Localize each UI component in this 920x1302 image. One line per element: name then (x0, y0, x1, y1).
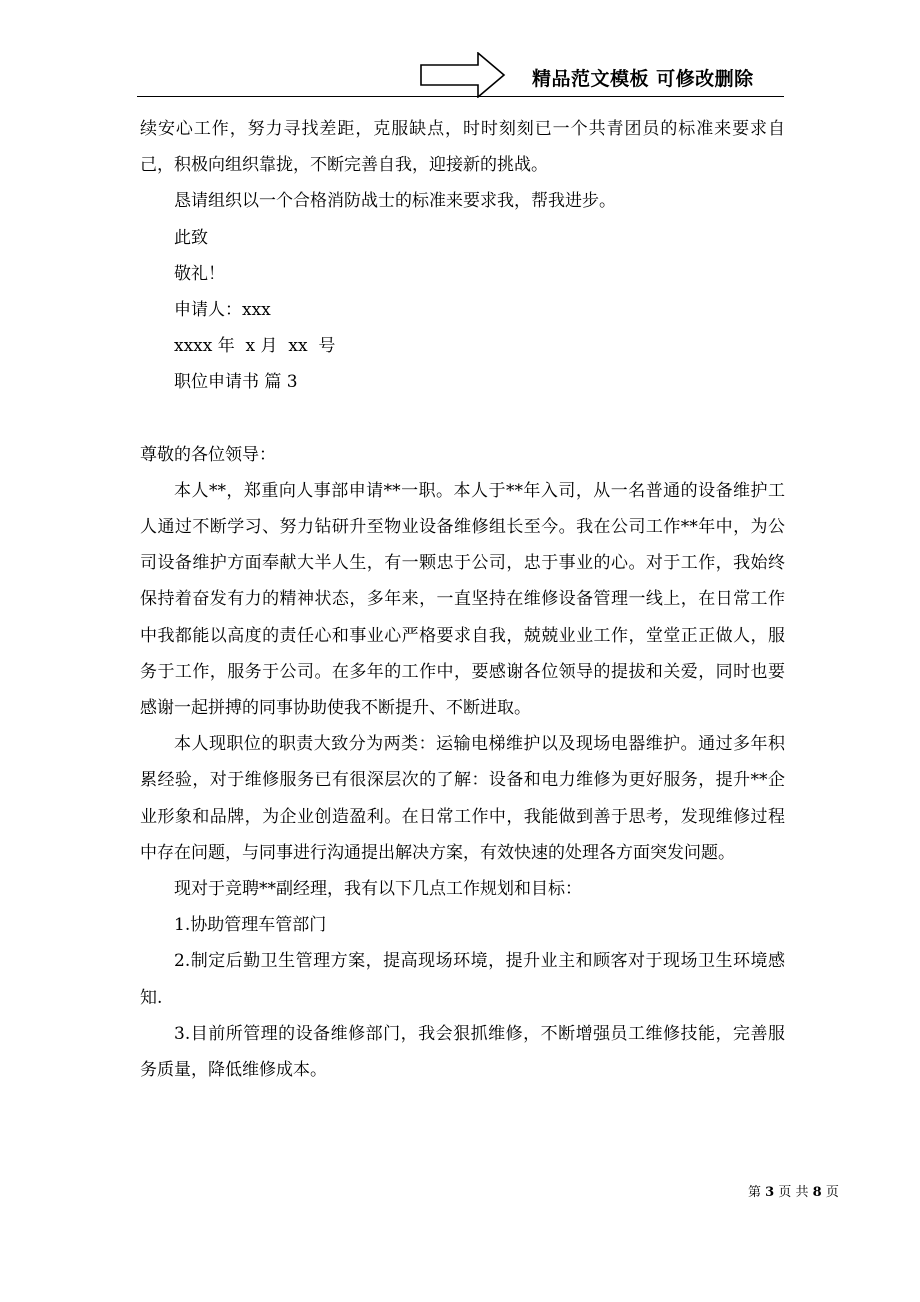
page-number-prefix: 第 (748, 1185, 762, 1200)
page-number (748, 1181, 839, 1200)
document-body (140, 111, 785, 1088)
list-item: 1.协助管理车管部门 (174, 915, 327, 936)
section-title: 职位申请书 篇 3 (174, 372, 298, 393)
right-arrow-icon (420, 52, 506, 98)
paragraph-goals-intro: 现对于竞聘**副经理，我有以下几点工作规划和目标： (174, 879, 582, 900)
paragraph-continuation: 续安心工作，努力寻找差距，克服缺点，时时刻刻已一个共青团员的标准来要求自己，积极向组织靠拢，不断完善自我，迎接新的挑战。 (140, 119, 785, 176)
list-item: 2.制定后勤卫生管理方案，提高现场环境，提升业主和顾客对于现场卫生环境感知. (140, 951, 785, 1008)
greeting: 尊敬的各位领导： (140, 444, 276, 465)
page-header (0, 0, 920, 110)
list-item: 3.目前所管理的设备维修部门，我会狠抓维修，不断增强员工维修技能，完善服务质量，降低维修成本。 (140, 1023, 785, 1081)
applicant-line: 申请人：xxx (174, 300, 271, 321)
page-number-middle: 页 共 (778, 1185, 809, 1200)
date-line: xxxx 年 x 月 xx 号 (174, 336, 336, 357)
closing-regards: 敬礼！ (174, 263, 225, 284)
blank-line (140, 401, 785, 437)
paragraph-request: 恳请组织以一个合格消防战士的标准来要求我，帮我进步。 (174, 191, 616, 212)
header-divider (137, 96, 784, 97)
page-total: 8 (812, 1185, 822, 1200)
page-current: 3 (765, 1185, 775, 1200)
header-title: 精品范文模板 可修改删除 (532, 68, 754, 90)
paragraph-duties: 本人现职位的职责大致分为两类：运输电梯维护以及现场电器维护。通过多年积累经验，对于维修服务已有很深层次的了解：设备和电力维修为更好服务，提升**企业形象和品牌，为企业创造盈利。在日常工作中，我能做到善于思考，发现维修过程中存在问题，与同事进行沟通提出解决方案，有效快速的处理各方面突发问题。 (140, 734, 785, 863)
page-number-suffix: 页 (825, 1185, 839, 1200)
paragraph-introduction: 本人**，郑重向人事部申请**一职。本人于**年入司，从一名普通的设备维护工人通过不断学习、努力钻研升至物业设备维修组长至今。我在公司工作**年中，为公司设备维护方面奉献大半人生，有一颗忠于公司，忠于事业的心。对于工作，我始终保持着奋发有力的精神状态，多年来，一直坚持在维修设备管理一线上，在日常工作中我都能以高度的责任心和事业心严格要求自我，兢兢业业工作，堂堂正正做人，服务于工作，服务于公司。在多年的工作中，要感谢各位领导的提拔和关爱，同时也要感谢一起拼搏的同事协助使我不断提升、不断进取。 (140, 480, 785, 719)
closing-salutation: 此致 (174, 227, 208, 248)
